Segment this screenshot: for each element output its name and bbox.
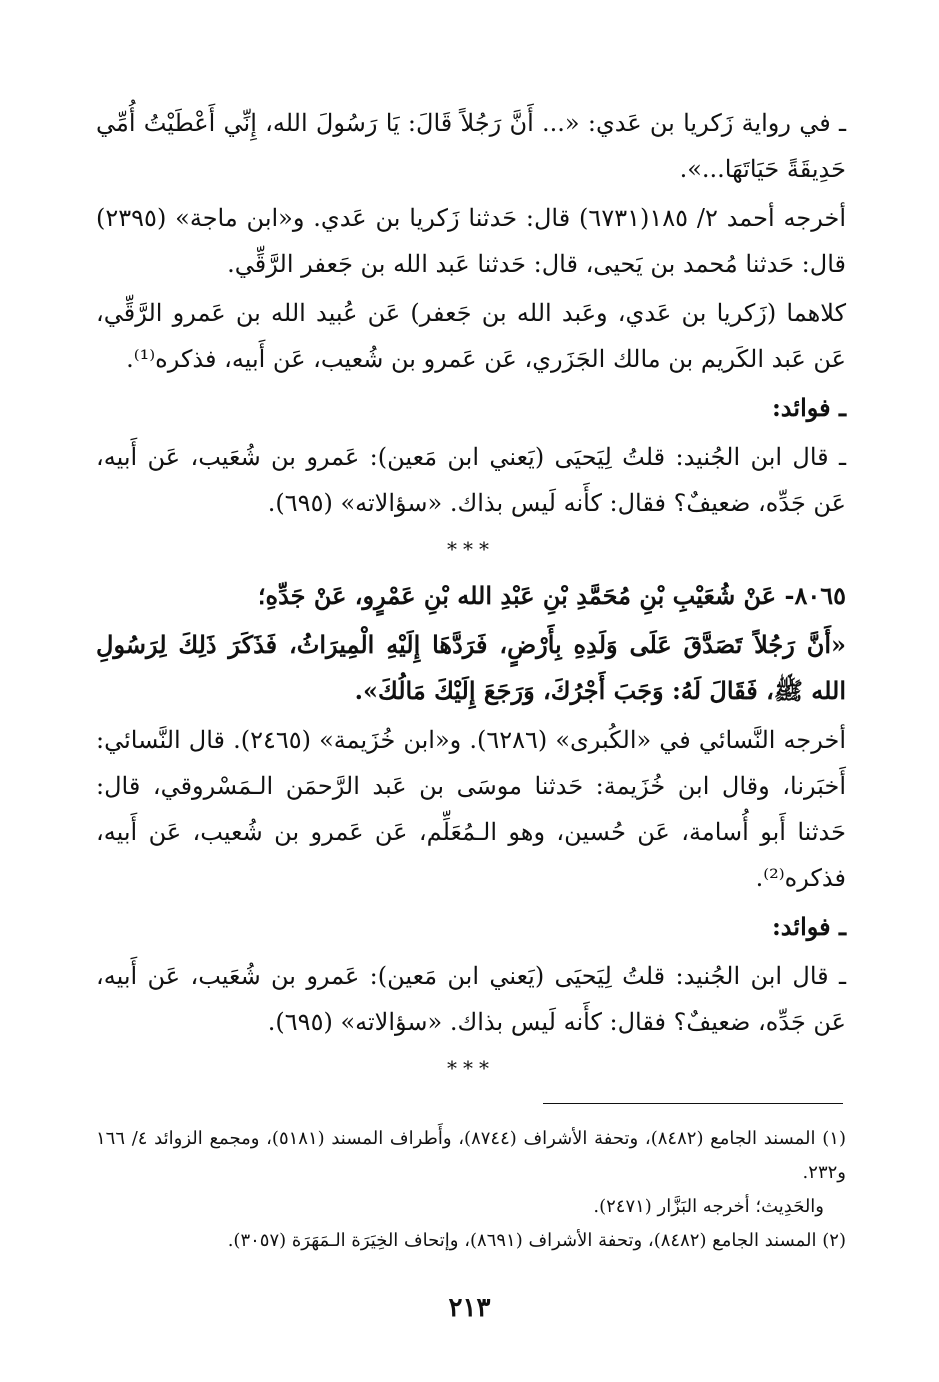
benefits-paragraph-1: ـ قال ابن الجُنيد: قلتُ لِيَحيَى (يَعني ابن مَعين): عَمرو بن شُعَيب، عَن أَبيه، عَن جَدِّه، ضعيفٌ؟ فقال: كأَنه لَيس بذاك. «سؤالاته» (٦٩٥).: [96, 443, 846, 517]
isnad-paragraph-1: كلاهما (زَكريا بن عَدي، وعَبد الله بن جَعفر) عَن عُبيد الله بن عَمرو الرَّقِّي، عَن عَبد الكَريم بن مالك الجَزَري، عَن عَمرو بن شُعيب، عَن أَبيه، فذكره⁽¹⁾.: [96, 299, 846, 373]
takhrij-paragraph-1: أخرجه أحمد ٢/ ١٨٥(٦٧٣١) قال: حَدثنا زَكريا بن عَدي. و«ابن ماجة» (٢٣٩٥) قال: حَدثنا مُحمد بن يَحيى، قال: حَدثنا عَبد الله بن جَعفر الرَّقِّي.: [96, 204, 846, 278]
footnote-1: (١) المسند الجامع (٨٤٨٢)، وتحفة الأشراف (٨٧٤٤)، وأَطراف المسند (٥١٨١)، ومجمع الزوائد ٤/ ١٦٦ و٢٣٢.: [96, 1128, 846, 1183]
footnotes: [96, 1122, 846, 1258]
benefits-paragraph-2: ـ قال ابن الجُنيد: قلتُ لِيَحيَى (يَعني ابن مَعين): عَمرو بن شُعَيب، عَن أَبيه، عَن جَدِّه، ضعيفٌ؟ فقال: كأَنه لَيس بذاك. «سؤالاته» (٦٩٥).: [96, 962, 846, 1036]
footnote-1-continuation: والحَدِيث؛ أخرجه البَزَّار (٢٤٧١).: [593, 1196, 824, 1217]
section-separator-2: ***: [447, 1056, 495, 1080]
hadith-number-heading: ٨٠٦٥- عَنْ شُعَيْبِ بْنِ مُحَمَّدِ بْنِ عَبْدِ الله بْنِ عَمْرٍو، عَنْ جَدِّهِ؛: [257, 581, 846, 610]
main-text: [96, 100, 846, 1092]
benefits-heading-1: ـ فوائد:: [771, 393, 846, 422]
section-separator-1: ***: [447, 537, 495, 561]
footnote-divider: [543, 1103, 843, 1104]
footnote-2: (٢) المسند الجامع (٨٤٨٢)، وتحفة الأشراف (٨٦٩١)، وإتحاف الخِيَرَة الـمَهَرَة (٣٠٥٧).: [227, 1230, 846, 1251]
page-number: ٢١٣: [448, 1293, 491, 1323]
narration-variant-paragraph: ـ في رواية زَكريا بن عَدي: «... أَنَّ رَجُلاً قَالَ: يَا رَسُولَ الله، إِنِّي أَعْطَيْتُ أُمِّي حَدِيقَةً حَيَاتَهَا...».: [96, 109, 847, 183]
takhrij-paragraph-2: أخرجه النَّسائي في «الكُبرى» (٦٢٨٦). و«ابن خُزَيمة» (٢٤٦٥). قال النَّسائي: أَخبَرنا، وقال ابن خُزَيمة: حَدثنا موسَى بن عَبد الرَّحمَن الـمَسْروقي، قال: حَدثنا أَبو أُسامة، عَن حُسين، وهو الـمُعَلِّم، عَن عَمرو بن شُعيب، عَن أَبيه، فذكره⁽²⁾.: [96, 726, 846, 892]
hadith-text: «أَنَّ رَجُلاً تَصَدَّقَ عَلَى وَلَدِهِ بِأَرْضٍ، فَرَدَّهَا إِلَيْهِ الْمِيرَاثُ، فَذَكَرَ ذَلِكَ لِرَسُولِ الله ﷺ، فَقَالَ لَهُ: وَجَبَ أَجْرُكَ، وَرَجَعَ إِلَيْكَ مَالُكَ».: [96, 630, 846, 705]
benefits-heading-2: ـ فوائد:: [771, 912, 846, 941]
